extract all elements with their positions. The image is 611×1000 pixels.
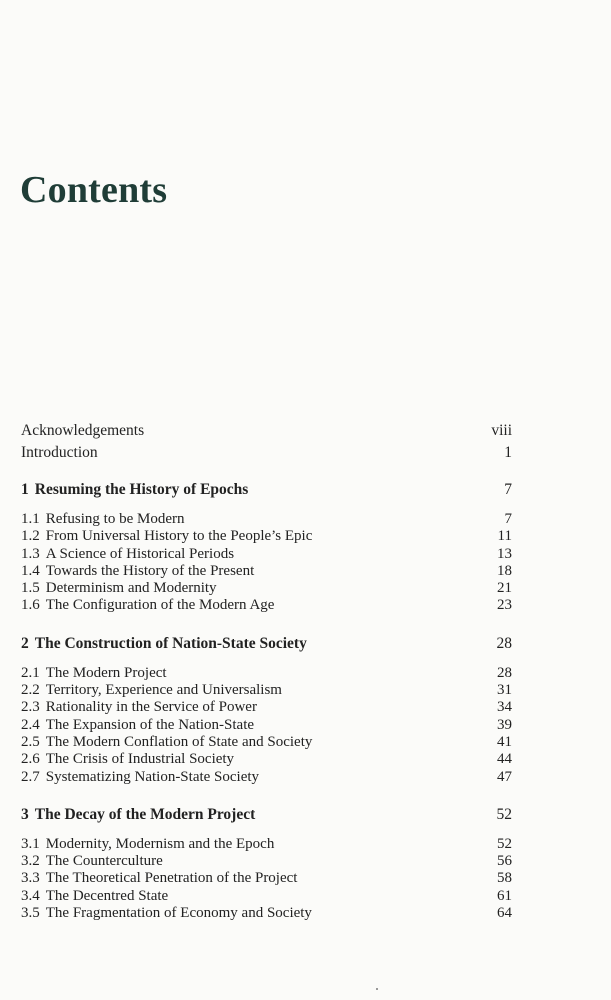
section-page: 28 [497,664,512,681]
section-entry [21,905,512,922]
toc-entry-acknowledgements [21,420,512,442]
section-title: Refusing to be Modern [45,511,185,527]
section-title: The Expansion of the Nation-State [45,716,255,733]
section-page: 23 [497,597,512,614]
section-title: Modernity, Modernism and the Epoch [45,835,275,852]
section-page: 61 [497,887,512,904]
entry-title: Introduction [21,444,98,461]
section-page: 13 [497,545,512,562]
section-number: 3.2 [21,853,40,870]
section-title: Towards the History of the Present [45,562,255,579]
section-number: 1.1 [21,511,40,527]
section-title: Rationality in the Service of Power [45,699,257,716]
section-number: 1.4 [21,562,40,579]
chapter-page: 28 [496,634,512,652]
section-page: 11 [497,528,512,545]
section-title: The Modern Conflation of State and Society [45,733,313,750]
section-entry [21,853,512,870]
section-number: 1.6 [21,597,40,614]
section-title: The Configuration of the Modern Age [45,597,275,614]
section-number: 3.5 [21,905,40,922]
section-page: 64 [497,905,512,922]
page-title: Contents [20,169,168,211]
section-page: 31 [497,682,512,699]
section-title: From Universal History to the People’s Epic [45,528,313,545]
section-number: 1.2 [21,528,40,545]
entry-page: 1 [504,444,512,461]
section-page: 52 [497,835,512,852]
chapter-title-text: Resuming the History of Epochs [34,481,249,498]
section-number: 3.1 [21,835,40,852]
section-number: 2.3 [21,699,40,716]
section-page: 44 [497,751,512,768]
section-entry [21,580,512,597]
section-number: 2.4 [21,716,40,733]
section-title: Determinism and Modernity [45,580,217,597]
section-entry [21,870,512,887]
section-entry [21,836,512,853]
chapter-page: 52 [496,805,512,823]
section-title: The Decentred State [45,887,169,904]
chapter-number: 2 [21,634,29,652]
section-number: 2.6 [21,751,40,768]
section-number: 1.3 [21,545,40,562]
chapter-3-heading [21,805,512,825]
entry-page: viii [491,422,512,439]
section-page: 56 [497,853,512,870]
section-page: 18 [497,562,512,579]
section-entry [21,717,512,734]
section-title: The Crisis of Industrial Society [45,751,235,768]
section-title: Territory, Experience and Universalism [45,682,282,699]
table-of-contents [21,420,512,922]
speck-mark [376,988,378,990]
chapter-title [21,480,248,500]
section-title: The Counterculture [45,853,163,870]
section-page: 34 [497,699,512,716]
chapter-title-text: The Construction of Nation-State Society [34,634,307,652]
section-number: 2.5 [21,733,40,750]
section-number: 3.3 [21,870,40,887]
chapter-title [21,805,255,825]
chapter-title-text: The Decay of the Modern Project [34,805,256,823]
section-entry [21,699,512,716]
section-entry [21,665,512,682]
section-title: A Science of Historical Periods [45,545,235,562]
section-entry [21,682,512,699]
section-page: 41 [497,733,512,750]
section-entry [21,546,512,563]
section-entry [21,751,512,768]
chapter-number: 3 [21,805,29,823]
section-entry [21,734,512,751]
section-page: 39 [497,716,512,733]
section-number: 2.2 [21,682,40,699]
chapter-number: 1 [21,481,29,498]
toc-entry-introduction [21,442,512,464]
section-page: 7 [504,511,512,527]
chapter-1-heading [21,480,512,500]
section-page: 58 [497,870,512,887]
section-number: 2.1 [21,664,40,681]
section-entry [21,563,512,580]
chapter-2-heading [21,634,512,654]
section-number: 3.4 [21,887,40,904]
section-entry [21,511,512,528]
section-title: The Theoretical Penetration of the Project [45,870,298,887]
chapter-title [21,634,307,654]
section-title: The Modern Project [45,664,167,681]
section-title: Systematizing Nation-State Society [45,768,260,785]
section-page: 47 [497,768,512,785]
section-entry [21,888,512,905]
chapter-page: 7 [504,481,512,498]
section-number: 2.7 [21,768,40,785]
section-entry [21,769,512,786]
section-entry [21,528,512,545]
section-number: 1.5 [21,580,40,597]
section-entry [21,597,512,614]
section-title: The Fragmentation of Economy and Society [45,905,312,922]
entry-title: Acknowledgements [21,422,145,439]
section-page: 21 [497,580,512,597]
